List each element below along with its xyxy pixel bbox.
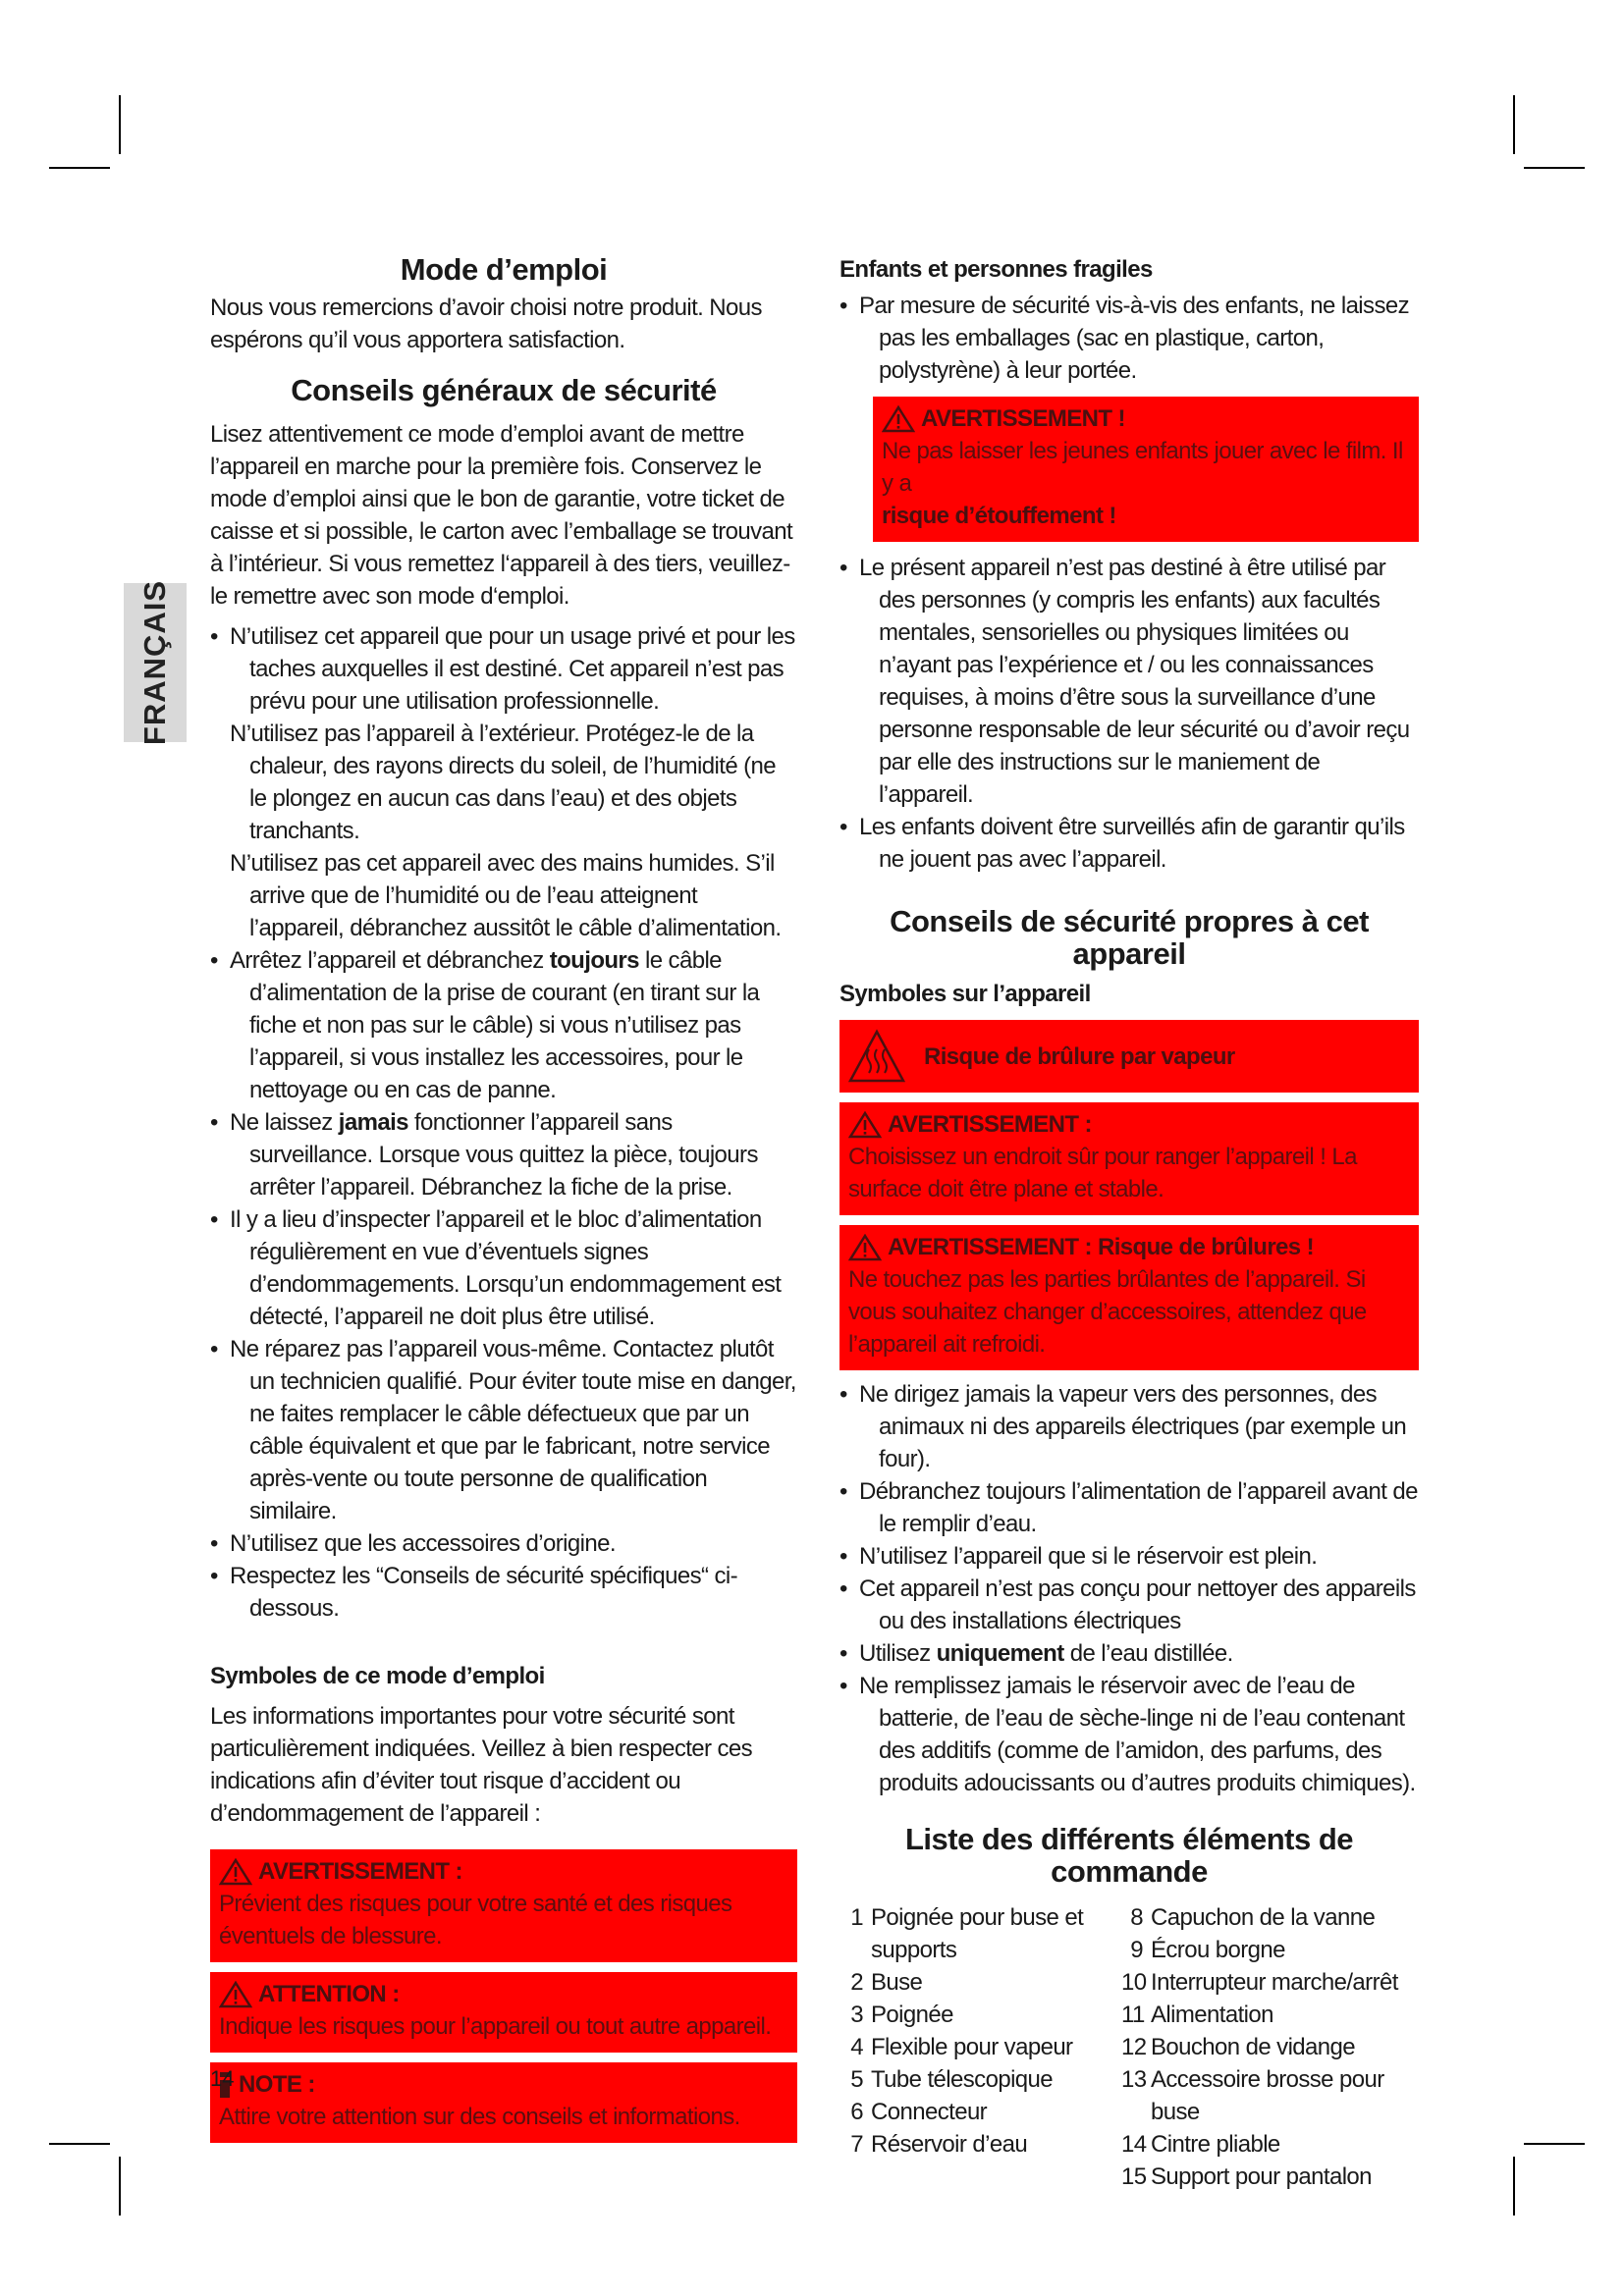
parts-list-item: [841, 2063, 1121, 2096]
list-item: • Le présent appareil n’est pas destiné à être utilisé par des personnes (y compris les enfants) aux facultés mentales, sensorielles ou physiques limitées ou n’ayant pas l’expérience et / ou les connaissances requises, à moins d’être sous la surveillance d’une personne responsable de leur sécurité ou d’avoir reçu par elle des instructions sur le maniement de l’appareil.: [839, 552, 1419, 811]
safety-title: Conseils généraux de sécurité: [291, 373, 717, 407]
part-label: Poignée pour buse et supports: [871, 1904, 1084, 1963]
crop-mark: [1513, 2157, 1515, 2216]
list-item: • N’utilisez que les accessoires d’origine.: [210, 1527, 797, 1560]
list-item: • Par mesure de sécurité vis-à-vis des enfants, ne laissez pas les emballages (sac en plastique, carton, polystyrène) à leur portée.: [839, 290, 1419, 387]
steam-burn-symbol-row: [839, 1020, 1419, 1093]
list-item: • Ne réparez pas l’appareil vous-même. Contactez plutôt un technicien qualifié. Pour éviter toute mise en danger, ne faites remplacer le câble défectueux que par un câble équivalent et que par le fabricant, notre service après-vente ou toute personne de qualification similaire.: [210, 1333, 797, 1527]
crop-mark: [1524, 2143, 1585, 2145]
part-number: 3: [850, 2002, 863, 2028]
crop-mark: [49, 167, 110, 169]
language-tab: [124, 579, 187, 746]
crop-mark: [49, 2143, 110, 2145]
list-item: • Ne dirigez jamais la vapeur vers des personnes, des animaux ni des appareils électriques (par exemple un four).: [839, 1378, 1419, 1475]
part-label: Bouchon de vidange: [1151, 2034, 1356, 2060]
parts-list-item: [1121, 1966, 1416, 1999]
crop-mark: [1513, 95, 1515, 154]
part-label: Alimentation: [1151, 2002, 1273, 2028]
list-item: • Utilisez uniquement de l’eau distillée.: [839, 1637, 1419, 1670]
warning-heading: AVERTISSEMENT :: [258, 1858, 462, 1885]
safety-list: [210, 620, 797, 1625]
children-list-2: [839, 552, 1419, 876]
warning-triangle-icon: [848, 1234, 882, 1261]
attention-text: Indique les risques pour l’appareil ou tout autre appareil.: [219, 2013, 772, 2040]
part-number: 13: [1121, 2066, 1147, 2093]
part-number: 2: [850, 1969, 863, 1996]
part-label: Réservoir d’eau: [871, 2131, 1028, 2158]
list-item: • Cet appareil n’est pas conçu pour nettoyer des appareils ou des installations électriques: [839, 1573, 1419, 1637]
suffocation-warning-heading: AVERTISSEMENT !: [921, 405, 1125, 432]
parts-list-item: [841, 1966, 1121, 1999]
part-number: 15: [1121, 2163, 1147, 2190]
list-item: • Ne remplissez jamais le réservoir avec de l’eau de batterie, de l’eau de sèche-linge ni de l’eau contenant des additifs (comme de l’amidon, des parfums, des produits adoucissants ou d’autres produits chimiques).: [839, 1670, 1419, 1799]
parts-list-item: [1121, 2063, 1416, 2128]
part-number: 10: [1121, 1969, 1147, 1996]
symbols-intro: Les informations importantes pour votre sécurité sont particulièrement indiquées. Veillez à bien respecter ces indications afin d’éviter tout risque d’accident ou d’endommagement de l’appareil :: [210, 1703, 753, 1827]
crop-mark: [119, 95, 121, 154]
parts-list-item: [841, 2031, 1121, 2063]
part-number: 4: [850, 2034, 863, 2060]
part-label: Cintre pliable: [1151, 2131, 1280, 2158]
parts-list-item: [841, 1999, 1121, 2031]
parts-list-right: [1121, 1901, 1416, 2193]
suffocation-warning-box: [873, 397, 1419, 542]
warning-triangle-icon: [219, 1858, 252, 1886]
part-label: Écrou borgne: [1151, 1937, 1285, 1963]
page-number: 14: [210, 2066, 235, 2091]
list-item: • Il y a lieu d’inspecter l’appareil et le bloc d’alimentation régulièrement en vue d’éventuels signes d’endommagements. Lorsqu’un endommagement est détecté, l’appareil ne doit plus être utilisé.: [210, 1203, 797, 1333]
left-column: [210, 253, 797, 2143]
parts-list-item: [1121, 2031, 1416, 2063]
page-title: Mode d’emploi: [400, 252, 608, 287]
warning-triangle-icon: [882, 405, 915, 433]
part-label: Connecteur: [871, 2099, 988, 2125]
warning-triangle-icon: [848, 1111, 882, 1139]
storage-warning-text: Choisissez un endroit sûr pour ranger l’appareil ! La surface doit être plane et stable.: [848, 1144, 1357, 1202]
part-number: 11: [1121, 2002, 1145, 2028]
part-number: 5: [850, 2066, 863, 2093]
parts-list-item: [1121, 1901, 1416, 1934]
symbols-title: Symboles de ce mode d’emploi: [210, 1663, 545, 1689]
parts-list-item: [1121, 1934, 1416, 1966]
parts-title: Liste des différents éléments de commande: [904, 1822, 1354, 1889]
part-number: 6: [850, 2099, 863, 2125]
parts-list-item: [841, 2096, 1121, 2128]
parts-list-item: [841, 1901, 1121, 1966]
part-number: 7: [850, 2131, 863, 2158]
right-column: [839, 253, 1419, 2193]
part-number: 12: [1121, 2034, 1147, 2060]
device-safety-list: [839, 1378, 1419, 1799]
attention-heading: ATTENTION :: [258, 1981, 400, 2007]
part-number: 8: [1130, 1904, 1143, 1931]
part-number: 9: [1130, 1937, 1143, 1963]
part-number: 14: [1121, 2131, 1147, 2158]
part-label: Flexible pour vapeur: [871, 2034, 1073, 2060]
parts-list-item: [1121, 2128, 1416, 2161]
burn-warning-box: [839, 1225, 1419, 1370]
part-label: Tube télescopique: [871, 2066, 1054, 2093]
crop-mark: [119, 2157, 121, 2216]
list-item: • Arrêtez l’appareil et débranchez toujours le câble d’alimentation de la prise de courant (en tirant sur la fiche et non pas sur le câble) si vous n’utilisez pas l’appareil, si vous installez les accessoires, pour le nettoyage ou en cas de panne.: [210, 944, 797, 1106]
list-item: • Respectez les “Conseils de sécurité spécifiques“ ci-dessous.: [210, 1560, 797, 1625]
device-symbols-title: Symboles sur l’appareil: [839, 981, 1091, 1007]
part-label: Accessoire brosse pour buse: [1151, 2066, 1384, 2125]
part-label: Capuchon de la vanne: [1151, 1904, 1376, 1931]
steam-burn-label: Risque de brûlure par vapeur: [924, 1042, 1235, 1070]
note-heading: NOTE :: [239, 2071, 315, 2098]
safety-intro: Lisez attentivement ce mode d’emploi avant de mettre l’appareil en marche pour la première fois. Conservez le mode d’emploi ainsi que le bon de garantie, votre ticket de caisse et si possible, le carton avec l’emballage se trouvant à l’intérieur. Si vous remettez l‘appareil à des tiers, veuillez-le remettre avec son mode d‘emploi.: [210, 421, 793, 610]
list-item: • Les enfants doivent être surveillés afin de garantir qu’ils ne jouent pas avec l’appareil.: [839, 811, 1419, 876]
warning-box: [210, 1849, 797, 1962]
list-item: • Ne laissez jamais fonctionner l’appareil sans surveillance. Lorsque vous quittez la pièce, toujours arrêter l’appareil. Débranchez la fiche de la prise.: [210, 1106, 797, 1203]
list-item: • Débranchez toujours l’alimentation de l’appareil avant de le remplir d’eau.: [839, 1475, 1419, 1540]
parts-list-item: [841, 2128, 1121, 2161]
storage-warning-heading: AVERTISSEMENT :: [888, 1111, 1092, 1138]
parts-list: [839, 1901, 1419, 2193]
parts-list-item: [1121, 2161, 1416, 2193]
warning-text: Prévient des risques pour votre santé et des risques éventuels de blessure.: [219, 1891, 732, 1949]
storage-warning-box: [839, 1102, 1419, 1215]
device-safety-title: Conseils de sécurité propres à cet appareil: [890, 904, 1369, 971]
parts-list-left: [841, 1901, 1121, 2193]
note-text: Attire votre attention sur des conseils et informations.: [219, 2104, 740, 2130]
suffocation-warning-emphasis: risque d’étouffement !: [882, 503, 1116, 529]
suffocation-warning-text: Ne pas laisser les jeunes enfants jouer avec le film. Il y a: [882, 438, 1403, 497]
parts-list-item: [1121, 1999, 1416, 2031]
children-title: Enfants et personnes fragiles: [839, 256, 1153, 283]
note-box: [210, 2062, 797, 2143]
part-label: Buse: [871, 1969, 923, 1996]
attention-box: [210, 1972, 797, 2053]
crop-mark: [1524, 167, 1585, 169]
part-label: Poignée: [871, 2002, 953, 2028]
steam-burn-icon: [847, 1029, 906, 1084]
list-item: • N’utilisez l’appareil que si le réservoir est plein.: [839, 1540, 1419, 1573]
list-item: • N’utilisez cet appareil que pour un usage privé et pour les taches auxquelles il est destiné. Cet appareil n’est pas prévu pour une utilisation professionnelle. N’utilisez pas l’appareil à l’extérieur. Protégez-le de la chaleur, des rayons directs du soleil, de l’humidité (ne le plongez en aucun cas dans l’eau) et des objets tranchants. N’utilisez pas cet appareil avec des mains humides. S’il arrive que de l’humidité ou de l’eau atteignent l’appareil, débranchez aussitôt le câble d’alimentation.: [210, 620, 797, 944]
language-tab-label: FRANÇAIS: [137, 579, 173, 746]
part-number: 1: [850, 1904, 863, 1931]
intro-text: Nous vous remercions d’avoir choisi notre produit. Nous espérons qu’il vous apportera satisfaction.: [210, 294, 762, 353]
burn-warning-text: Ne touchez pas les parties brûlantes de l’appareil. Si vous souhaitez changer d’accessoires, attendez que l’appareil ait refroidi.: [848, 1266, 1367, 1358]
children-list: [839, 290, 1419, 387]
warning-triangle-icon: [219, 1981, 252, 2008]
part-label: Interrupteur marche/arrêt: [1151, 1969, 1398, 1996]
part-label: Support pour pantalon: [1151, 2163, 1372, 2190]
burn-warning-heading: AVERTISSEMENT : Risque de brûlures !: [888, 1234, 1315, 1260]
